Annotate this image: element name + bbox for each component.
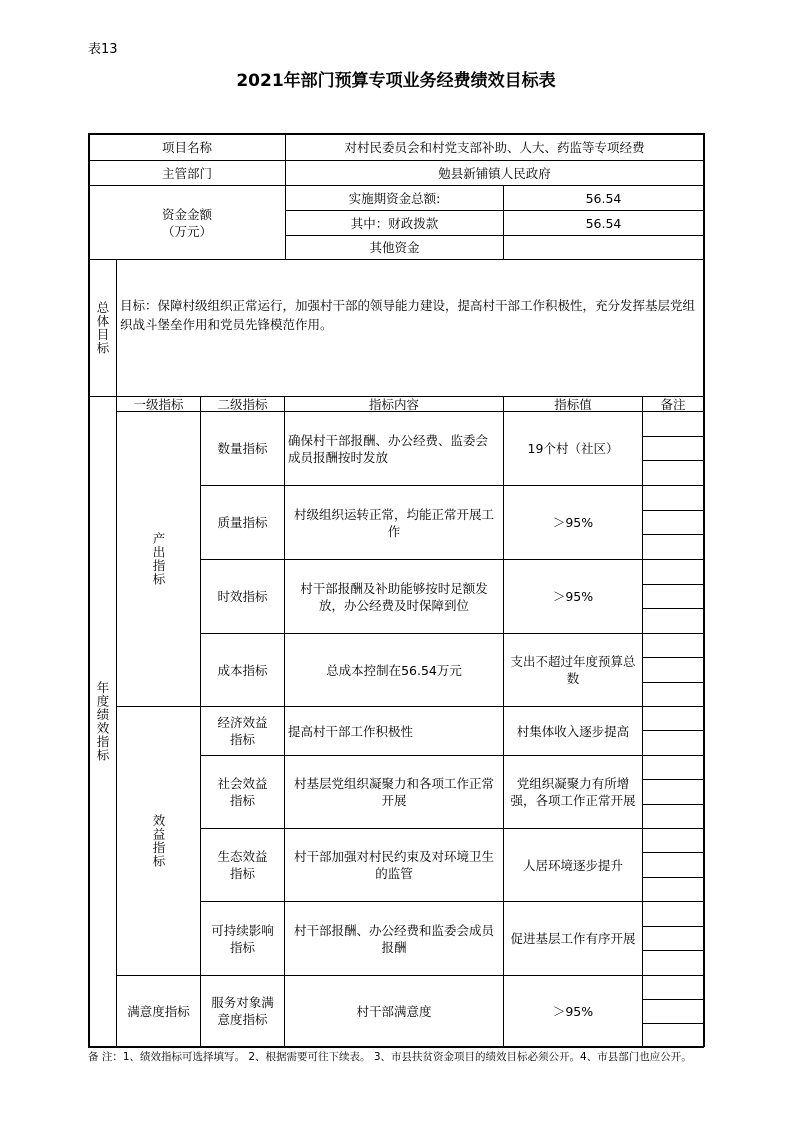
table-row-level2: 时效指标 — [217, 589, 268, 604]
table-row-content: 村级组织运转正常，均能正常开展工作 — [293, 506, 494, 539]
dept-value: 勉县新铺镇人民政府 — [438, 165, 551, 181]
table-row-level2: 成本指标 — [217, 662, 268, 678]
table-row-value: 党组织凝聚力有所增强，各项工作正常开展 — [510, 776, 636, 808]
project-name-label: 项目名称 — [161, 139, 212, 155]
total-fund-label: 实施期资金总额: — [348, 190, 441, 206]
satisfaction-indicator-label: 满意度指标 — [127, 1003, 190, 1019]
table-row-level2: 经济效益指标 — [217, 715, 268, 747]
table-row-level2: 生态效益指标 — [217, 849, 268, 881]
table-row-content: 总成本控制在56.54万元 — [326, 662, 462, 678]
col-header-level1: 一级指标 — [133, 396, 184, 412]
table-row-value: 村集体收入逐步提高 — [516, 723, 630, 739]
col-header-note: 备注 — [660, 396, 686, 412]
table-row-level2: 质量指标 — [217, 515, 268, 530]
table-row-content: 确保村干部报酬、办公经费、监委会成员报酬按时发放 — [288, 432, 489, 465]
output-indicator-label: 产出指标 — [151, 532, 166, 586]
table-row-level2: 可持续影响指标 — [211, 922, 274, 955]
table-row-content: 村干部满意度 — [356, 1003, 432, 1019]
table-row-value: 支出不超过年度预算总数 — [510, 654, 636, 686]
table-row-value: ＞95% — [552, 589, 594, 604]
other-fund-label: 其他资金 — [369, 240, 420, 255]
table-row-content: 村干部报酬及补助能够按时足额发放，办公经费及时保障到位 — [300, 580, 488, 613]
footnote: 备 注：1、绩效指标可选择填写。 2、根据需要可往下续表。 3、市县扶贫资金项目的绩效目标必须公开。4、市县部门也应公开。 — [88, 1051, 692, 1063]
table-row-level2: 数量指标 — [217, 441, 268, 456]
page-title: 2021年部门预算专项业务经费绩效目标表 — [236, 71, 556, 91]
table-number: 表13 — [88, 42, 118, 57]
col-header-level2: 二级指标 — [217, 396, 268, 412]
col-header-content: 指标内容 — [368, 396, 419, 412]
table-row-value: ＞95% — [552, 515, 594, 530]
project-name-value: 对村民委员会和村党支部补助、人大、药监等专项经费 — [344, 139, 645, 155]
table-row-content: 村基层党组织凝聚力和各项工作正常开展 — [293, 776, 494, 808]
table-row-level2: 服务对象满意度指标 — [211, 995, 274, 1027]
total-fund-value: 56.54 — [585, 190, 622, 206]
benefit-indicator-label: 效益指标 — [151, 814, 166, 868]
table-row-level2: 社会效益指标 — [217, 776, 268, 808]
indicator-side-label: 年度绩效指标 — [95, 681, 110, 762]
other-fund-value — [504, 236, 703, 259]
fiscal-fund-label: 其中：财政拨款 — [350, 215, 439, 231]
dept-label: 主管部门 — [161, 165, 212, 181]
table-row-content: 村干部加强对村民约束及对环境卫生的监管 — [293, 849, 494, 881]
table-row-content: 提高村干部工作积极性 — [288, 723, 414, 739]
goal-text: 目标：保障村级组织正常运行，加强村干部的领导能力建设，提高村干部工作积极性，充分发挥基层党组织战斗堡垒作用和党员先锋模范作用。 — [120, 298, 696, 332]
col-header-value: 指标值 — [554, 396, 592, 412]
table-row-value: ＞95% — [552, 1003, 594, 1019]
table-row-value: 人居环境逐步提升 — [522, 857, 623, 873]
fund-label: 资金金额 （万元） — [161, 206, 212, 239]
fiscal-fund-value: 56.54 — [585, 215, 622, 231]
table-row-content: 村干部报酬、办公经费和监委会成员报酬 — [293, 922, 494, 955]
table-row-value: 促进基层工作有序开展 — [510, 931, 636, 946]
table-row-value: 19个村（社区） — [527, 441, 619, 456]
goal-label: 总体目标 — [95, 301, 110, 355]
